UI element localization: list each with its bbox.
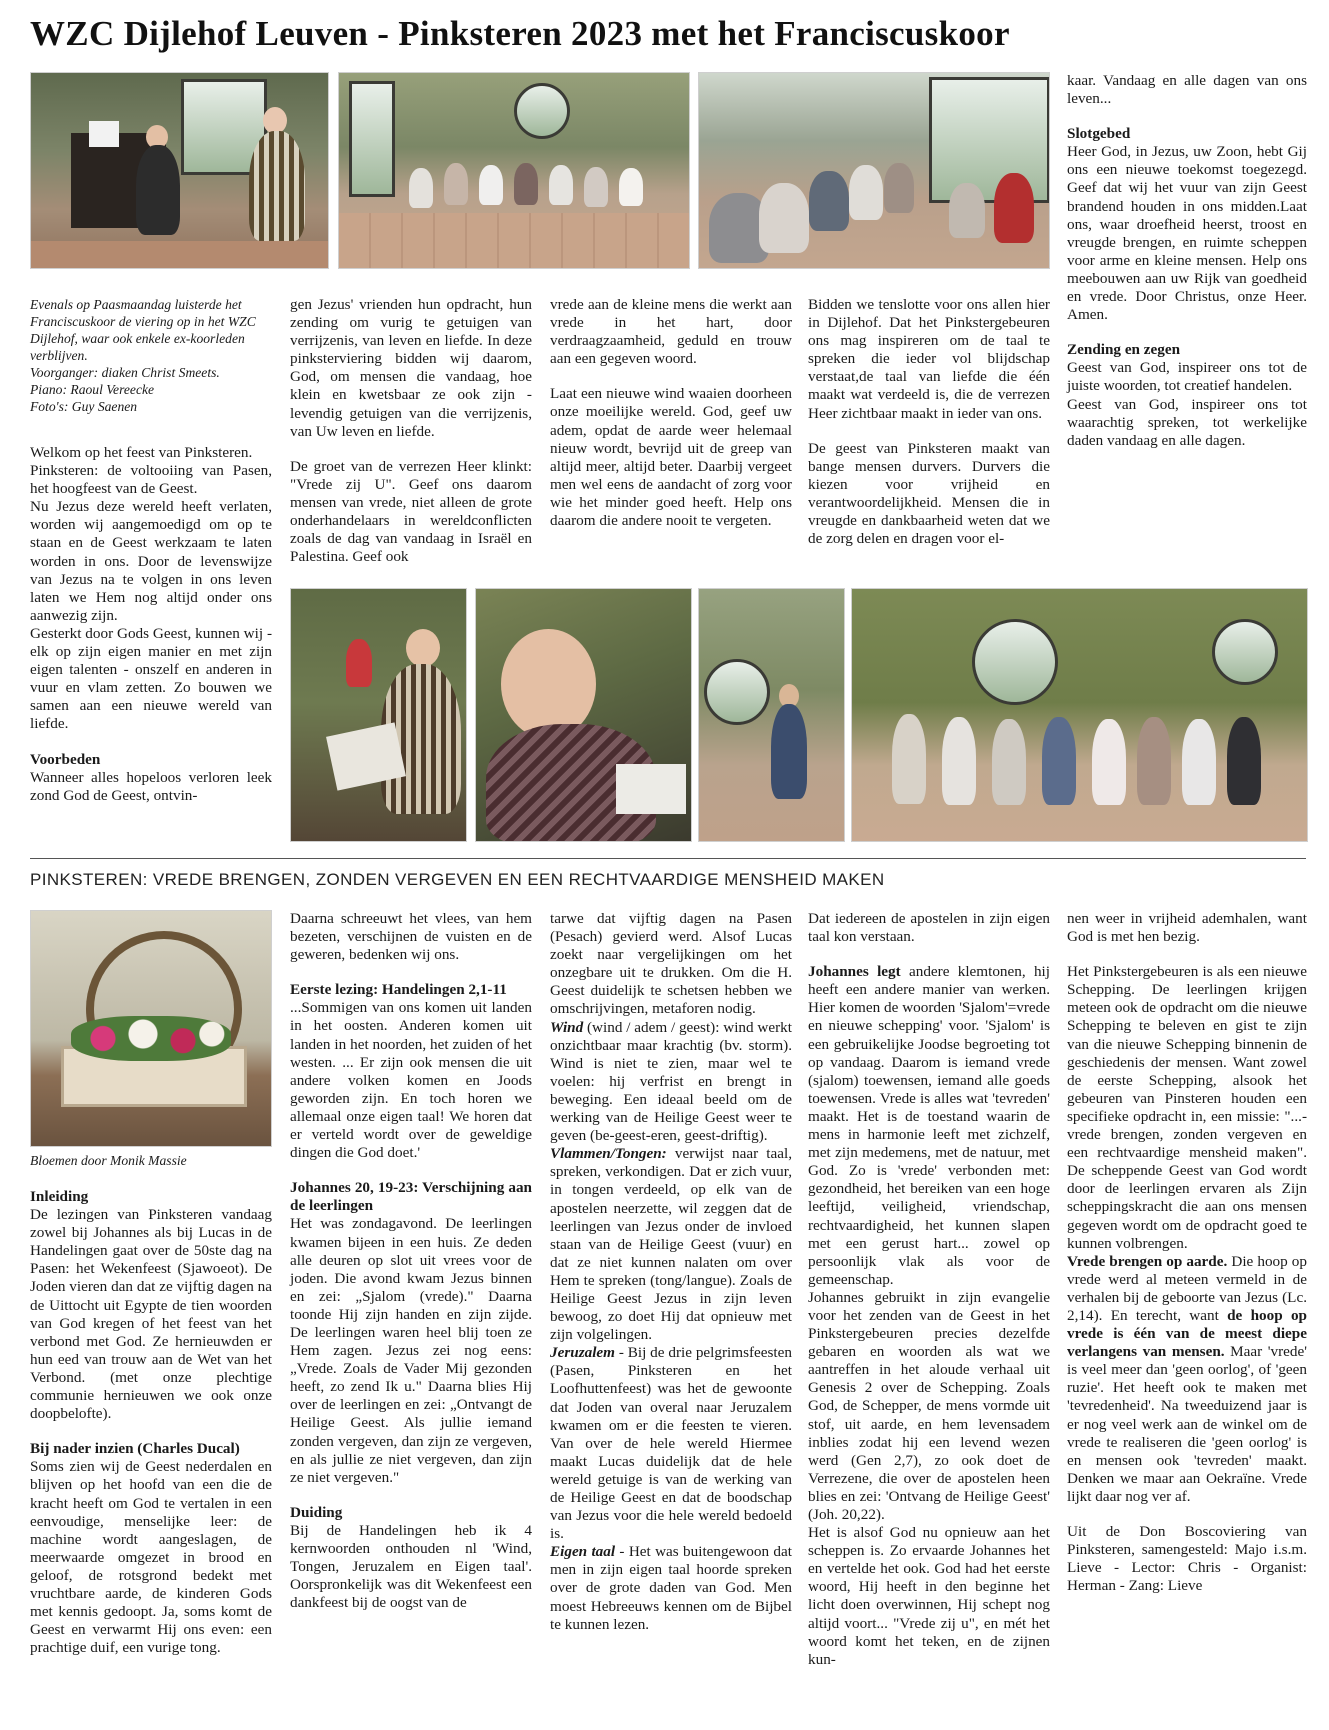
section-divider [30,858,1306,859]
section-heading-inleiding: Inleiding [30,1188,89,1205]
paragraph-text: - Bij de drie pelgrimsfeesten (Pasen, Pinksteren en het Loofhuttenfeest) was het de gewoonte dat Joden van overal naar Jeruzalem kwamen om er die feesten te vieren. Van over de hele wereld Hiermee maakt Lucas duidelijk dat de hele wereld getuige is van de werking van de Heilige Geest en dat de boodschap van Jezus voor die hele wereld bedoeld is. [550,1344,792,1543]
photo-singer-with-sheet [290,588,467,842]
section-heading-eerste-lezing: Eerste lezing: Handelingen 2,1-11 [290,981,507,999]
section-heading-johannes: Johannes 20, 19-23: Verschijning aan de leerlingen [290,1179,532,1215]
paragraph: Welkom op het feest van Pinksteren. [30,444,253,461]
section-heading-voorbeden: Voorbeden [30,750,101,768]
paragraph: De lezingen van Pinksteren vandaag zowel bij Johannes als bij Lucas in de Handelingen gaat over de 50ste dag na Pasen: het Wekenfeest (Sjawoeot). De Joden vieren dan dat ze vijftig dagen na de Uittocht uit Egypte de tien woorden van God kregen of het feest van het verbond met God. Ze hernieuwden er hun eed van trouw aan de Wet van het Verbond. (met onze plechtige communie hernieuwen we ook onze doopbelofte). [30,1206,272,1423]
paragraph: Laat een nieuwe wind waaien doorheen onze moeilijke wereld. God, geef uw adem, opdat de aarde weer helemaal nieuw wordt, bevrijd uit de greep van altijd meer, altijd beter. Daarbij vergeet men wel eens de aandacht of zorg voor wie het minder goed heeft. Help ons daarom die andere nooit te vergeten. [550,385,792,530]
paragraph: kaar. Vandaag en alle dagen van ons leven... [1067,72,1307,108]
paragraph: nen weer in vrijheid ademhalen, want God is met hen bezig. [1067,910,1307,946]
paragraph: Bij de Handelingen heb ik 4 kernwoorden onthouden nl 'Wind, Tongen, Jeruzalem en Eigen taal'. Oorspronkelijk was dit Wekenfeest een dankfeest bij de oogst van de [290,1521,532,1612]
paragraph: Bidden we tenslotte voor ons allen hier in Dijlehof. Dat het Pinkstergebeuren ons mag inspireren om de taal te spreken die ieder vol blijdschap verstaat,de taal van liefde die één maakt wat verdeeld is, die de verrezen Heer zichtbaar maakt in ieder van ons. [808,296,1050,422]
paragraph-text: verwijst naar taal, spreken, verkondigen. Dat er zich vuur, in tongen verdeeld, op elk van de apostelen neerzette, wil zeggen dat de leerlingen van Jezus onder de invloed staan van de Heilige Geest (vuur) en dat ze niet kunnen nalaten om over Hem te spreken (tong/langue). Zoals de Heilige Geest Jezus in zijn leven bewoog, zo doet Hij dat opnieuw met zijn volgelingen. [550,1145,792,1344]
paragraph-vrede-brengen [1067,1253,1307,1506]
paragraph: Soms zien wij de Geest nederdalen en blijven op het hoofd van een die de kracht heeft om God te vertalen in een eenvoudige, menselijke leer: de machine wordt aangeslagen, de meerwaarde omgezet in brood en geloof, de rotsgrond bedekt met vruchtbare aarde, de kinderen Gods met kennis gedoopt. Ja, soms komt de Geest en verwarmt Hij ons even: een prachtige duif, een vurige tong. [30,1458,272,1657]
paragraph-credits: Uit de Don Boscoviering van Pinksteren, samengesteld: Majo i.s.m. Lieve - Lector: Chris - Organist: Herman - Zang: Lieve [1067,1523,1307,1595]
paragraph: Het Pinkstergebeuren is als een nieuwe Schepping. De leerlingen krijgen meteen ook de opdracht om die nieuwe Schepping te beleven en gist te zijn van die nieuwe Schepping binnenin de geschiedenis der mensen. Want zowel de eerste Schepping, alsook het gebeuren van Pinsteren houden een specifieke opdracht in, een missie: "...- vrede brengen, zonden vergeven en een rechtvaardige mensheid maken". De scheppende Geest van God wordt door de leerlingen ervaren als Zijn scheppingskracht die aan ons mensen gegeven wordt om de opdracht goed te kunnen volbrengen. [1067,963,1307,1252]
paragraph: De groet van de verrezen Heer klinkt: "Vrede zij U". Geef ons daarom mensen van vrede, niet alleen de grote onderhandelaars in wereldconflicten zoals de dag van vandaag in Israël en Palestina. Geef ook [290,457,532,566]
bottom-column-3 [550,910,792,1634]
paragraph: vrede aan de kleine mens die werkt aan vrede in het hart, door verdraagzaamheid, geduld en trouw aan een gegeven woord. [550,296,792,368]
bottom-column-2 [290,910,532,1612]
keyword-johannes-legt: Johannes legt [808,963,901,981]
top-column-4 [808,296,1050,565]
paragraph: tarwe dat vijftig dagen na Pasen (Pesach) gevierd werd. Alsof Lucas zoekt naar vergelijkingen om het onzegbare uit te drukken. Om die H. Geest duidelijk te schetsen hebben we omschrijvingen, metaforen nodig. [550,910,792,1018]
paragraph-eigen-taal [550,1543,792,1633]
photo-flower-arrangement [30,910,272,1147]
section-heading-duiding: Duiding [290,1503,343,1521]
top-photo-caption [30,296,272,415]
top-column-2 [290,296,532,583]
keyword-wind: Wind [550,1018,584,1036]
paragraph: Geest van God, inspireer ons tot de juiste woorden, tot creatief handelen. [1067,359,1307,395]
section-heading-nader-inzien: Bij nader inzien (Charles Ducal) [30,1440,240,1458]
section-heading-slotgebed: Slotgebed [1067,125,1131,143]
paragraph: Heer God, in Jezus, uw Zoon, hebt Gij ons een nieuwe toekomst toegezegd. Geef dat wij het vuur van zijn Geest brandend houden in ons midden.Laat ons, waar droefheid heerst, troost en vreugde brengen, en ruimte scheppen voor arme en kleine mensen. Help ons meebouwen aan uw Rijk van goedheid en vrede. Door Christus, onze Heer. Amen. [1067,143,1307,324]
paragraph: ...Sommigen van ons komen uit landen in het oosten. Anderen komen uit landen in het noorden, het zuiden of het westen. ... Er zijn ook mensen die uit andere volken komen en Joods geworden zijn. En toch horen we allemaal onze eigen taal! We horen dat er verteld wordt over de geweldige dingen die God doet.' [290,999,532,1162]
top-column-3 [550,296,792,547]
section-heading: PINKSTEREN: VREDE BRENGEN, ZONDEN VERGEVEN EN EEN RECHTVAARDIGE MENSHEID MAKEN [30,870,885,889]
page-title: WZC Dijlehof Leuven - Pinksteren 2023 met het Franciscuskoor [30,14,1010,53]
paragraph: Het was zondagavond. De leerlingen kwamen bijeen in een huis. Ze deden alle deuren op slot uit vrees voor de joden. Die avond kwam Jezus binnen en zei: „Sjalom (vrede)." Daarna toonde Hij zijn handen en zijn zijde. De leerlingen waren heel blij toen ze Hem zagen. Jezus zei nog eens: „Vrede. Zoals de Vader Mij gezonden heeft, zo zend Ik u." Daarna blies Hij over de leerlingen en zei: „Ontvangt de Heilige Geest. Als jullie iemand zonden vergeven, dan zijn ze vergeven, en als jullie ze niet vergeven, dan zijn ze niet vergeven." [290,1215,532,1486]
paragraph-vlammen [550,1145,792,1344]
keyword-vrede-brengen: Vrede brengen op aarde. [1067,1252,1228,1270]
paragraph-wind [550,1019,792,1146]
paragraph-text: andere klemtonen, hij heeft een andere manier van werken. Hier komen de woorden 'Sjalom'=vrede en nieuwe schepping' voor. 'Sjalom' is een gebruikelijke Joodse begroeting tot op vandaag. Daarom is iemand vrede (sjalom) toewensen, iemand alle goeds toewensen. Vrede is alles wat 'tevreden' maakt. Het is de toestand waarin de mens in harmonie leeft met zichzelf, met zijn medemens, met de natuur, met God. Zo is 'vrede' verbonden met: gezondheid, het bereiken van een hoge leeftijd, veiligheid, vriendschap, rechtvaardigheid, het kunnen slapen met een gerust hart... zowel op persoonlijk vlak als voor de gemeenschap. [808,963,1050,1288]
flower-photo-caption: Bloemen door Monik Massie [30,1153,187,1168]
photo-singer-closeup [475,588,692,842]
paragraph: Gesterkt door Gods Geest, kunnen wij - elk op zijn eigen manier en met zijn eigen talenten - onszelf en anderen in vuur en vlam zetten. Zo bouwen we samen aan een nieuwe wereld van liefde. [30,624,272,733]
paragraph: Dat iedereen de apostelen in zijn eigen taal kon verstaan. [808,910,1050,946]
photo-lector-speaking [698,588,845,842]
paragraph: De geest van Pinksteren maakt van bange mensen durvers. Durvers die kiezen voor vrijheid en verantwoordelijkheid. Mensen die in vreugde en dankbaarheid weten dat we de zorg delen en dragen voor el- [808,439,1050,548]
section-heading-zending: Zending en zegen [1067,341,1181,359]
paragraph: Daarna schreeuwt het vlees, van hem bezeten, verschijnen de vuisten en de geweren, bedenken wij ons. [290,910,532,964]
paragraph: Johannes gebruikt in zijn evangelie voor het zenden van de Geest in het Pinkstergebeuren precies dezelfde gebaren en woorden als wat we aantreffen in het aloude verhaal uit Genesis 2 over de Schepping. Zoals God, de Schepper, de mens vormde uit stof, uit aarde, en hem levensadem inblies zodat hij een levend wezen werd (Gen 2,7), zo ook doet de Verrezene, die over de apostelen heen blies en zei: 'Ontvang de Heilige Geest' (Joh. 20,22). [808,1288,1050,1523]
photo-choir-seated [851,588,1308,842]
photo-pianist-and-singer [30,72,329,269]
top-column-1 [30,444,272,822]
paragraph: Geest van God, inspireer ons tot waarachtig spreken, tot werkelijke daden vandaag en alle dagen. [1067,395,1307,449]
paragraph-text: - Het was buitengewoon dat men in zijn eigen taal hoorde spreken over de grote daden van God. Men moest Hebreeuws kennen om de Bijbel te kunnen lezen. [550,1543,792,1633]
paragraph: gen Jezus' vrienden hun opdracht, hun zending om vurig te getuigen van verrijzenis, van leven en liefde. In deze pinksterviering bidden wij daarom, God, om mensen die vandaag, hoe klein en kwetsbaar ze ook zijn - levendig getuigen van die verrijzenis, van Uw leven en liefde. [290,296,532,440]
paragraph-jeruzalem [550,1344,792,1543]
paragraph-text: (wind / adem / geest): wind werkt onzichtbaar maar krachtig (bv. storm). Wind is niet te zien, maar wel te voelen: hij verfrist en brengt in beweging. Een ideaal beeld om de werking van de Heilige Geest weer te geven (be-geest-eren, geest-driftig). [550,1018,792,1145]
paragraph-johannes-legt [808,963,1050,1289]
paragraph: Nu Jezus deze wereld heeft verlaten, worden wij aangemoedigd om op te staan en de Geest werkzaam te laten worden in ons. Door de levenswijze van Jezus na te volgen in ons leven laten we Hem nog altijd onder ons aanwezig zijn. [30,498,272,624]
keyword-hoop-op-vrede: de hoop op vrede is één van de meest diepe verlangens van mensen. [1067,1306,1308,1361]
paragraph-text: Maar 'vrede' is veel meer dan 'geen oorlog', of 'geen ruzie'. Het heeft ook te maken met 'tevredenheid'. Na tweeduizend jaar is er nog veel werk aan de winkel om de vrede te realiseren die 'geen oorlog' is en mensen ook 'tevreden' maakt. Denken we maar aan Oekraïne. Vrede lijkt daar nog ver af. [1067,1343,1307,1505]
bottom-column-4 [808,910,1050,1669]
photo-choir-circle [338,72,690,269]
caption-line: Foto's: Guy Saenen [30,399,138,414]
paragraph: Wanneer alles hopeloos verloren leek zond God de Geest, ontvin- [30,768,272,804]
caption-line: Piano: Raoul Vereecke [30,382,155,397]
bottom-column-1 [30,1188,272,1657]
keyword-eigen-taal: Eigen taal [550,1543,616,1561]
caption-line: Evenals op Paasmaandag luisterde het Franciscuskoor de viering op in het WZC Dijlehof, waar ook enkele ex-koorleden verblijven. [30,297,256,363]
photo-congregation [698,72,1050,269]
caption-line: Voorganger: diaken Christ Smeets. [30,365,220,380]
keyword-vlammen: Vlammen/Tongen: [550,1145,667,1163]
bottom-column-5 [1067,910,1307,1595]
paragraph-text: Die hoop op vrede werd al meteen vermeld in de verhalen bij de geboorte van Jezus (Lc. 2,14). En terecht, want [1067,1252,1307,1324]
top-column-5 [1067,72,1307,467]
keyword-jeruzalem: Jeruzalem [550,1344,615,1362]
paragraph: Pinksteren: de voltooiing van Pasen, het hoogfeest van de Geest. [30,462,272,498]
paragraph: Het is alsof God nu opnieuw aan het scheppen is. Zo ervaarde Johannes het en vertelde het ook. God had het eerste woord, Hij heeft in den beginne het licht doen overwinnen, Hij schept nog altijd voort... "Vrede zij u", en mét het woord komt het teken, en de zijnen kun- [808,1524,1050,1668]
